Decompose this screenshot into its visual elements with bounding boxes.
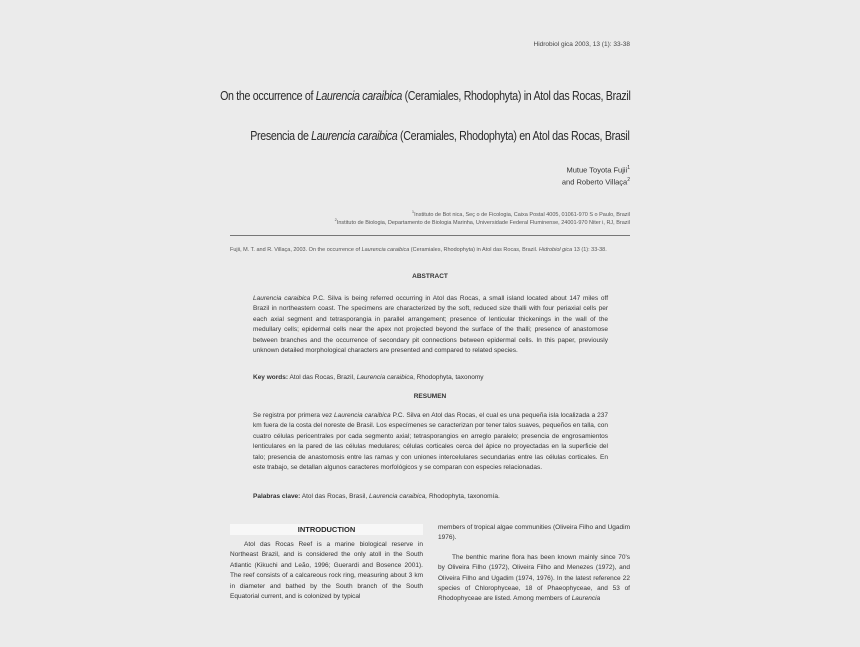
intro-right-para-2: The benthic marine flora has been known mainly since 70's by Oliveira Filho (1972), Oliveira Filho and Menezes (1972), and Oliveira Filho and Ugadim (1974, 1976). In the latest reference 22 species of Chlorophyceae, 18 of Phaeophyceae, and 53 of Rhodophyceae are listed. Among members of Laurencia: [438, 553, 630, 603]
journal-reference: Hidrobiol gica 2003, 13 (1): 33-38: [533, 41, 630, 48]
resumen-heading: RESUMEN: [413, 393, 447, 400]
author-2: and Roberto Villaça$^2$: [561, 177, 630, 187]
introduction-heading: INTRODUCTION: [230, 524, 423, 535]
title-english: On the occurrence of Laurencia caraibica (Ceramiales, Rhodophyta) in Atol das Rocas, Brazil: [219, 88, 630, 103]
keywords: Key words: Atol das Rocas, Brazil, Laurencia caraibica, Rhodophyta, taxonomy: [253, 374, 484, 381]
affiliation-1: $^1$Instituto de Bot nica, Seç o de Ficologia, Caixa Postal 4005, 01061-970 S o Paulo, Brazil: [411, 209, 630, 218]
divider: [230, 235, 630, 236]
title-spanish: Presencia de Laurencia caraibica (Ceramiales, Rhodophyta) en Atol das Rocas, Brasil: [250, 128, 630, 143]
palabras-clave: Palabras clave: Atol das Rocas, Brasil, Laurencia caraibica, Rhodophyta, taxonomía.: [253, 493, 500, 500]
citation: Fujii, M. T. and R. Villaça, 2003. On the occurrence of Laurencia caraibica (Ceramiales, Rhodophyta) in Atol das Rocas, Brazil. Hidrobiol gica 13 (1): 33-38.: [230, 247, 607, 253]
intro-right-column: members of tropical algae communities (Oliveira Filho and Ugadim 1976). The benthic marine flora has been known mainly since 70's by Oliveira Filho (1972), Oliveira Filho and Menezes (1972), and Oliveira Filho and Ugadim (1974, 1976). In the latest reference 22 species of Chlorophyceae, 18 of Phaeophyceae, and 53 of Rhodophyceae are listed. Among members of Laurencia: [438, 523, 630, 605]
resumen-body: Se registra por primera vez Laurencia caraibica P.C. Silva en Atol das Rocas, el cual es una pequeña isla localizada a 237 km fuera de la costa del noreste de Brasil. Los especímenes se caracterizan por tener talos suaves, pequeños en talla, con cuatro células pericentrales por cada segmento axial; tetrasporangios en arreglo paralelo; presencia de engrosamientos lenticulares en la pared de las células medulares; células corticales cerca del ápice no proyectadas en la superficie del talo; presencia de anastomosis entre las ramas y con uniones intercelulares secundarias entre las células corticales. En este trabajo, se detallan algunos caracteres morfológicos y se comparan con especies relacionadas.: [253, 412, 608, 472]
author-1: Mutue Toyota Fujii$^1$: [566, 165, 630, 175]
abstract-body: Laurencia caraibica P.C. Silva is being referred occurring in Atol das Rocas, a small island located about 147 miles off Brazil in northeastern coast. The specimens are characterized by the soft, reduced size thalli with four periaxial cells per each axial segment and tetrasporangia in parallel arrangement; presence of lenticular thickenings in the wall of the medullary cells; epidermal cells near the apex not projected beyond the surface of the thalli; presence of anastomose between branches and the occurrence of secondary pit connections between epidermal cells. In this paper, previously unknown detailed morphological characters are presented and compared to related species.: [253, 295, 609, 355]
affiliation-2: $^2$Instituto de Biologia, Departamento de Biologia Marinha, Universidade Federal Fluminense, 24001-970 Niter i, RJ, Brazil: [334, 217, 630, 226]
intro-left-column: Atol das Rocas Reef is a marine biological reserve in Northeast Brazil, and is considered the only atoll in the South Atlantic (Kikuchi and Leão, 1996; Guerardi and Bosence 2001). The reef consists of a calcareous rock ring, measuring about 3 km in diameter and bathed by the South branch of the South Equatorial current, and is colonized by typical: [230, 541, 423, 601]
abstract-heading: ABSTRACT: [412, 273, 448, 280]
